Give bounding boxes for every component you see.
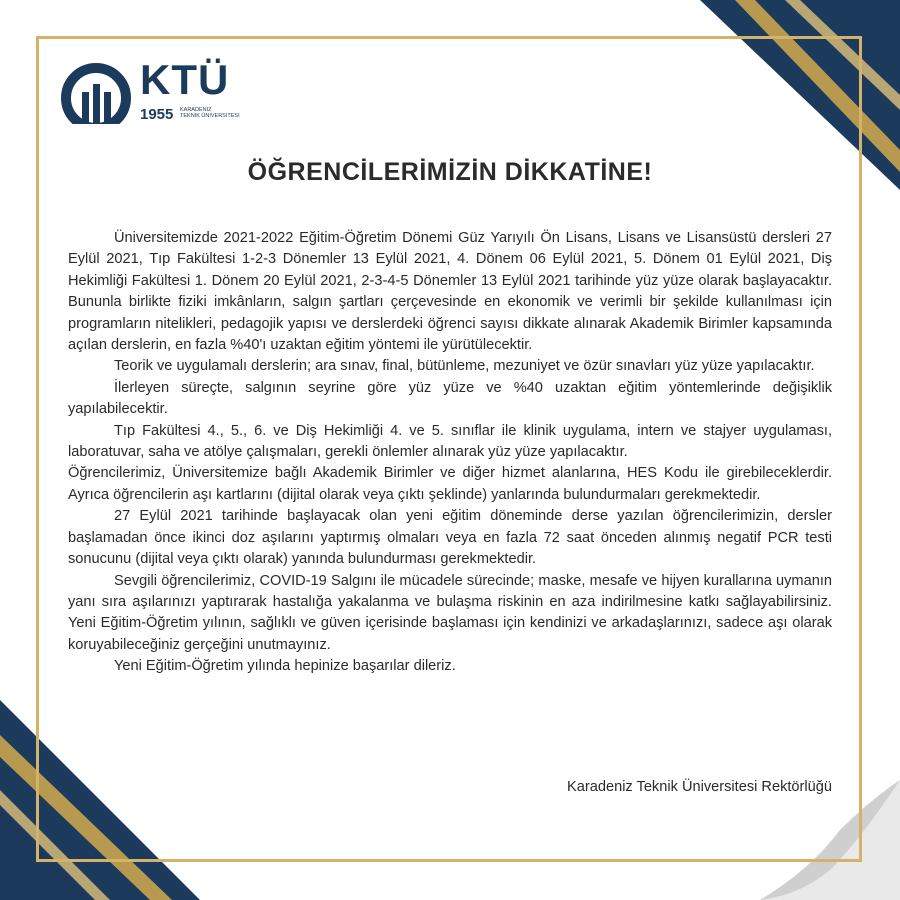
logo-subtitle-line1: KARADENIZ — [180, 107, 212, 113]
paragraph: Sevgili öğrencilerimiz, COVID-19 Salgını ile mücadele sürecinde; maske, mesafe ve hijyen kurallarına uymanın yanı sıra aşılarınızı yaptırarak hastalığa yakalanma ve bulaşma riskinin en aza indirilmesine katkı sağlayabilirsiniz. Yeni Eğitim-Öğretim yılının, sağlıklı ve güven içerisinde başlaması için kendinizi ve arkadaşlarınızı, sadece aşı olarak koruyabileceğiniz gerçeğini unutmayınız. — [68, 572, 832, 653]
announcement-body — [68, 228, 832, 678]
paragraph: Yeni Eğitim-Öğretim yılında hepinize başarılar dileriz. — [114, 658, 456, 675]
page-title: ÖĞRENCİLERİMİZİN DİKKATİNE! — [247, 158, 653, 186]
paragraph: İlerleyen süreçte, salgının seyrine göre yüz yüze ve %40 uzaktan eğitim yöntemlerinde değişiklik yapılabilecektir. — [68, 379, 832, 418]
logo-year: 1955 — [140, 106, 174, 123]
paragraph: 27 Eylül 2021 tarihinde başlayacak olan yeni eğitim döneminde derse yazılan öğrencilerimizin, dersler başlamadan önce ikinci doz aşılarını yaptırmış olmaları veya en fazla 72 saat önceden alınmış negatif PCR testi sonucunu (dijital veya çıktı olarak) yanında bulundurması gerekmektedir. — [68, 508, 832, 568]
paragraph: Teorik ve uygulamalı derslerin; ara sınav, final, bütünleme, mezuniyet ve özür sınavları yüz yüze yapılacaktır. — [114, 358, 815, 375]
logo-subtitle — [180, 107, 240, 119]
ktu-logo — [60, 56, 240, 132]
logo-subtitle-line2: TEKNIK ÜNIVERSITESI — [180, 113, 240, 119]
paragraph: Üniversitemizde 2021-2022 Eğitim-Öğretim Dönemi Güz Yarıyılı Ön Lisans, Lisans ve Lisansüstü dersleri 27 Eylül 2021, Tıp Fakültesi 1-2-3 Dönemler 13 Eylül 2021, 4. Dönem 06 Eylül 2021, 5. Dönem 01 Eylül 2021, Diş Hekimliği Fakültesi 1. Dönem 20 Eylül 2021, 2-3-4-5 Dönemler 13 Eylül 2021 tarihinde yüz yüze olarak başlayacaktır. Bununla birlikte fiziki imkânların, salgın şartları çerçevesinde en ekonomik ve verimli bir şekilde kullanılması için programların nitelikleri, pedagojik yapısı ve derslerdeki öğrenci sayısı dikkate alınarak Akademik Birimler kapsamında açılan derslerin, en fazla %40'ı uzaktan eğitim yöntemi ile yürütülecektir. — [68, 230, 832, 354]
logo-acronym: KTÜ — [140, 56, 230, 103]
signature: Karadeniz Teknik Üniversitesi Rektörlüğü — [567, 779, 832, 795]
ktu-emblem-icon — [60, 62, 136, 138]
paragraph: Tıp Fakültesi 4., 5., 6. ve Diş Hekimliği 4. ve 5. sınıflar ile klinik uygulama, intern ve stajyer uygulaması, laboratuvar, saha ve atölye çalışmaları, gerekli önlemler alınarak yüz yüze yapılacaktır. — [68, 422, 832, 461]
paragraph: Öğrencilerimiz, Üniversitemize bağlı Akademik Birimler ve diğer hizmet alanlarına, HES Kodu ile girebileceklerdir. Ayrıca öğrencilerin aşı kartlarını (dijital olarak veya çıktı şeklinde) yanlarında bulundurmaları gerekmektedir. — [68, 465, 832, 503]
